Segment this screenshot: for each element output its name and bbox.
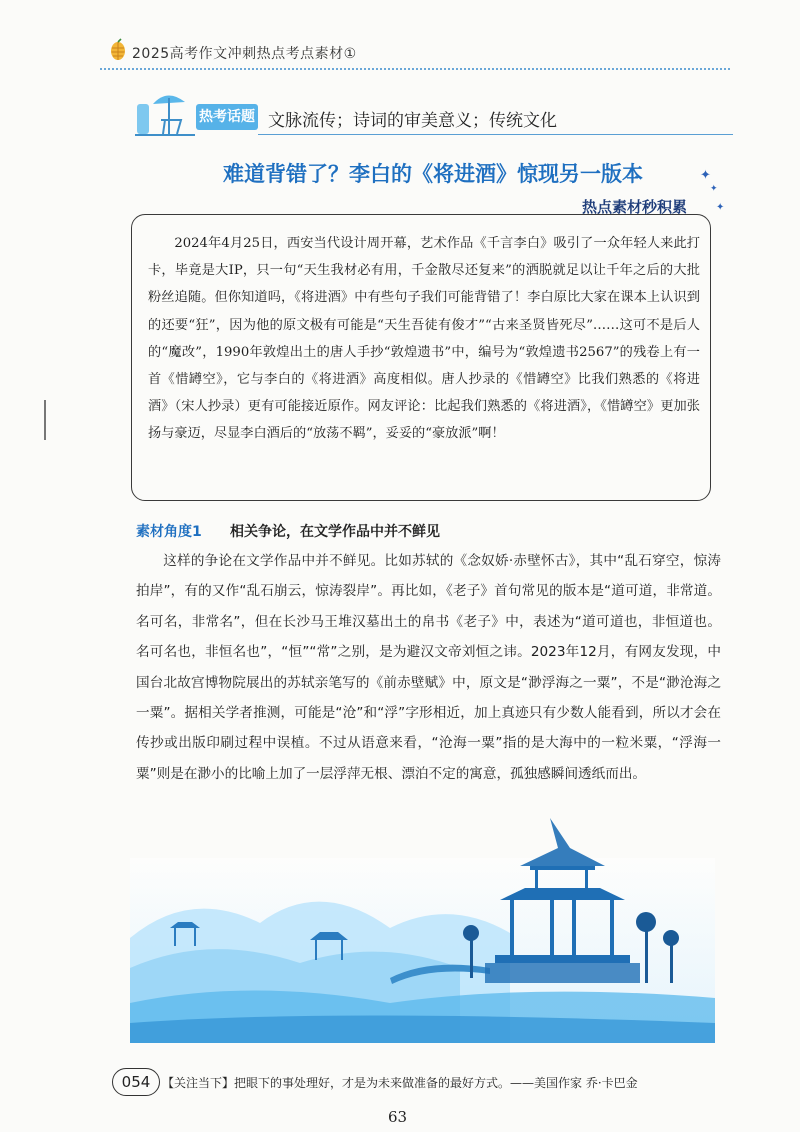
- footer-quote: 【关注当下】把眼下的事处理好，才是为未来做准备的最好方式。——美国作家 乔·卡巴金: [162, 1076, 638, 1090]
- pavilion-landscape-illustration: [130, 818, 715, 1043]
- beach-umbrella-icon: [135, 90, 195, 138]
- body-paragraph: 这样的争论在文学作品中并不鲜见。比如苏轼的《念奴娇·赤壁怀古》，其中“乱石穿空，惊涛拍岸”，有的又作“乱石崩云，惊涛裂岸”。再比如，《老子》首句常见的版本是“道可道，非常道。名可名，非常名”，但在长沙马王堆汉墓出土的帛书《老子》中，表述为“道可道也，非恒道也。名可名也，非恒名也”，“恒”“常”之别，是为避汉文帝刘恒之讳。2023年12月，有网友发现，中国台北故宫博物院展出的苏轼亲笔写的《前赤壁赋》中，原文是“渺浮海之一粟”，不是“渺沧海之一粟”。据相关学者推测，可能是“沧”和“浮”字形相近，加上真迹只有少数人能看到，所以才会在传抄或出版印刷过程中误植。不过从语意来看，“沧海一粟”指的是大海中的一粒米粟，“浮海一粟”则是在渺小的比喻上加了一层浮萍无根、漂泊不定的寓意，孤独感瞬间透纸而出。: [136, 553, 721, 782]
- sparkle-icon: ✦: [716, 202, 725, 213]
- page-number: 63: [388, 1108, 408, 1126]
- page-code-badge: 054: [112, 1068, 160, 1096]
- header-divider: [100, 68, 730, 70]
- summary-text: 2024年4月25日，西安当代设计周开幕，艺术作品《千言李白》吸引了一众年轻人来此打卡，毕竟是大IP，只一句“天生我材必有用，千金散尽还复来”的洒脱就足以让千年之后的大批粉丝追随。但你知道吗，《将进酒》中有些句子我们可能背错了！李白原比大家在课本上认识到的还要“狂”，因为他的原文极有可能是“天生吾徒有俊才”“古来圣贤皆死尽”……这可不是后人的“魔改”，1990年敦煌出土的唐人手抄“敦煌遗书”中，编号为“敦煌遗书2567”的残卷上有一首《惜罇空》，它与李白的《将进酒》高度相似。唐人抄录的《惜罇空》比我们熟悉的《将进酒》（宋人抄录）更有可能接近原作。网友评论：比起我们熟悉的《将进酒》，《惜罇空》更加张扬与豪迈，尽显李白酒后的“放荡不羁”，妥妥的“豪放派”啊！: [148, 236, 700, 442]
- topic-underline: [258, 134, 733, 135]
- sparkle-icon: ✦: [700, 168, 711, 183]
- pinecone-icon: [108, 38, 128, 62]
- material-angle-heading: 相关争论，在文学作品中并不鲜见: [230, 524, 440, 540]
- book-title: 2025高考作文冲刺热点考点素材①: [132, 46, 357, 62]
- section-label: 热点素材秒积累: [582, 198, 688, 216]
- material-angle-label: 素材角度1: [136, 524, 202, 540]
- topic-label: 热考话题: [196, 104, 258, 130]
- sparkle-icon: ✦: [710, 184, 718, 194]
- topic-text: 文脉流传；诗词的审美意义；传统文化: [268, 111, 557, 131]
- margin-mark: [44, 400, 50, 440]
- article-title: 难道背错了？李白的《将进酒》惊现另一版本: [223, 161, 643, 186]
